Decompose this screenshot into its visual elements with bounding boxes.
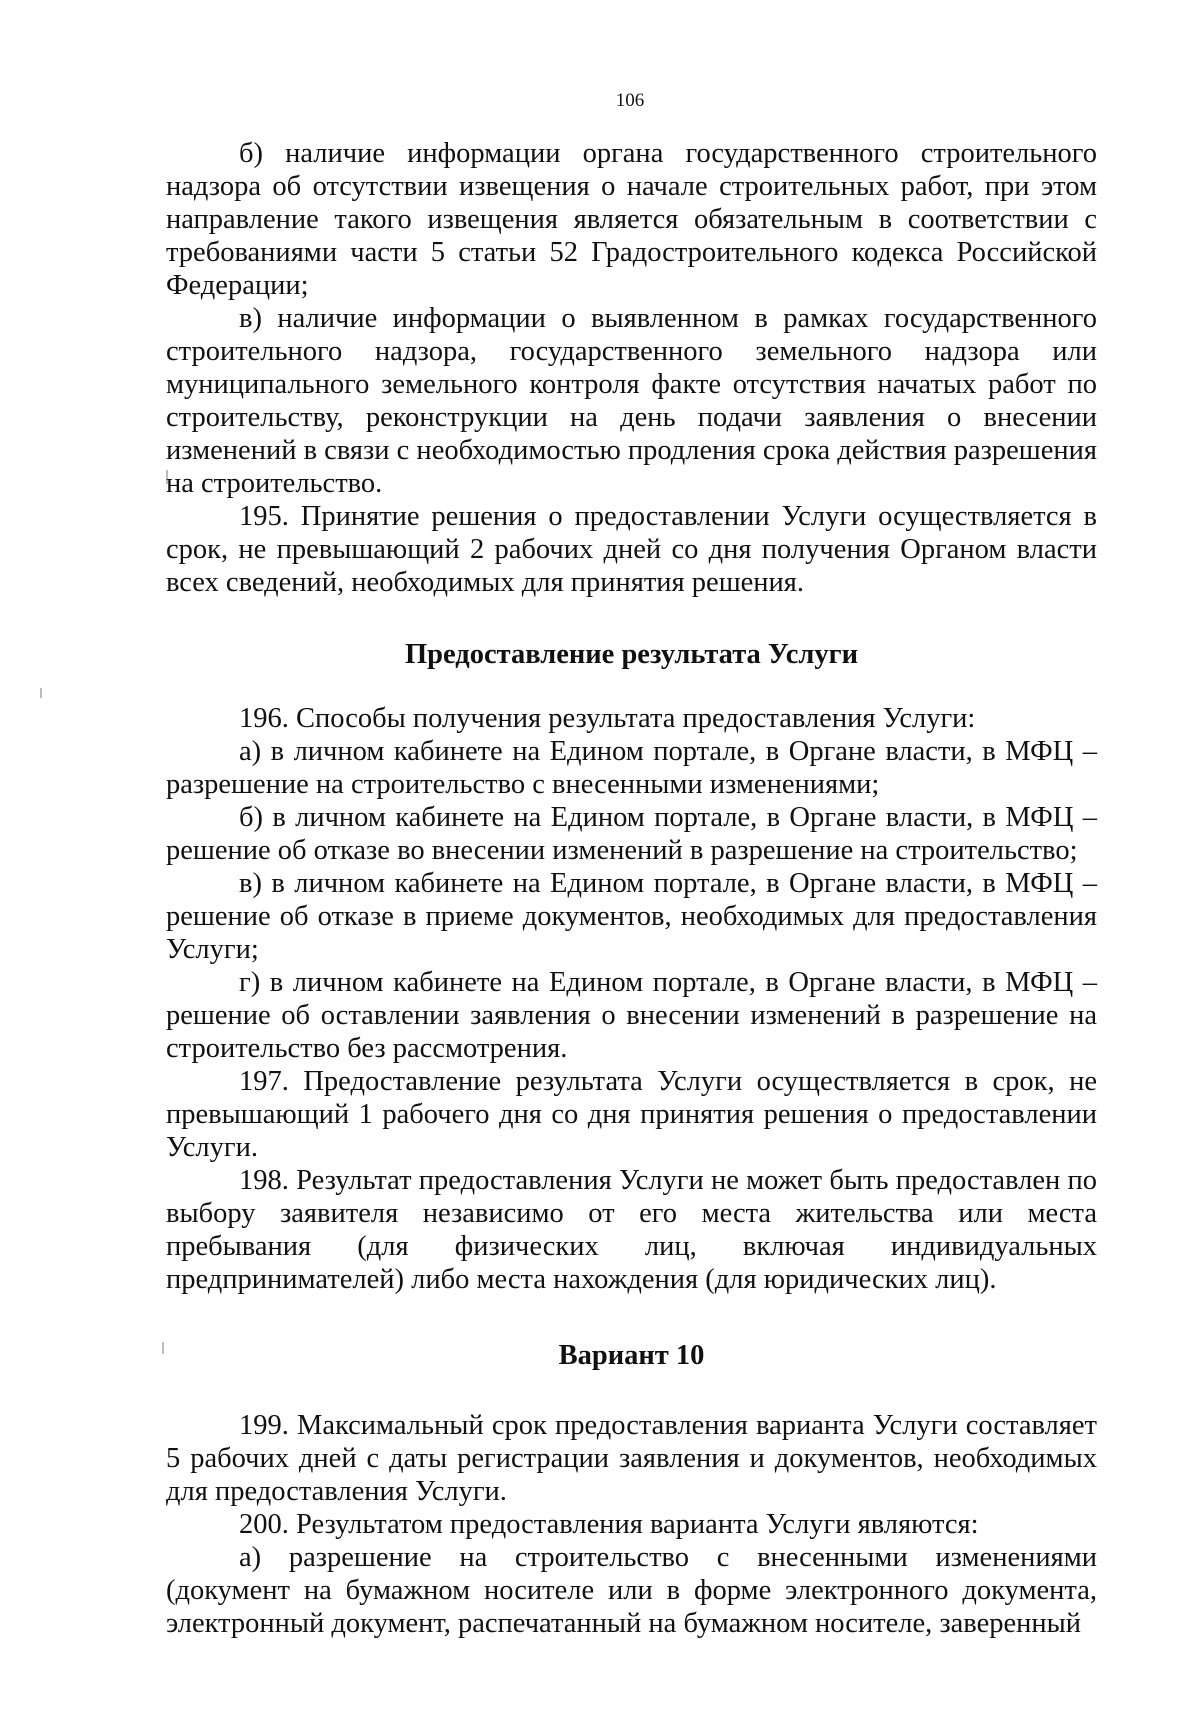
scan-mark: [40, 688, 42, 698]
page-number: 106: [615, 90, 645, 111]
paragraph: а) в личном кабинете на Едином портале, в Органе власти, в МФЦ – разрешение на строительство с внесенными изменениями;: [166, 736, 1097, 800]
paragraph: б) наличие информации органа государственного строительного надзора об отсутствии извещения о начале строительных работ, при этом направление такого извещения является обязательным в соответствии с требованиями части 5 статьи 52 Градостроительного кодекса Российской Федерации;: [166, 138, 1097, 301]
scan-mark: [162, 1342, 164, 1354]
paragraph: 197. Предоставление результата Услуги осуществляется в срок, не превышающий 1 рабочего дня со дня принятия решения о предоставлении Услуги.: [166, 1066, 1097, 1163]
paragraph: б) в личном кабинете на Едином портале, в Органе власти, в МФЦ – решение об отказе во внесении изменений в разрешение на строительство;: [166, 802, 1097, 866]
paragraph: а) разрешение на строительство с внесенными изменениями (документ на бумажном носителе или в форме электронного документа, электронный документ, распечатанный на бумажном носителе, заверенный: [166, 1542, 1097, 1639]
document-body: [166, 137, 1097, 1640]
paragraph: 195. Принятие решения о предоставлении Услуги осуществляется в срок, не превышающий 2 рабочих дней со дня получения Органом власти всех сведений, необходимых для принятия решения.: [166, 501, 1097, 598]
paragraph: в) в личном кабинете на Едином портале, в Органе власти, в МФЦ – решение об отказе в приеме документов, необходимых для предоставления Услуги;: [166, 868, 1097, 965]
section-heading: Вариант 10: [558, 1340, 705, 1371]
paragraph: 199. Максимальный срок предоставления варианта Услуги составляет 5 рабочих дней с даты регистрации заявления и документов, необходимых для предоставления Услуги.: [166, 1410, 1097, 1507]
paragraph: 198. Результат предоставления Услуги не может быть предоставлен по выбору заявителя независимо от его места жительства или места пребывания (для физических лиц, включая индивидуальных предпринимателей) либо места нахождения (для юридических лиц).: [166, 1165, 1097, 1295]
paragraph: 200. Результатом предоставления варианта Услуги являются:: [239, 1509, 979, 1540]
paragraph: в) наличие информации о выявленном в рамках государственного строительного надзора, государственного земельного надзора или муниципального земельного контроля факте отсутствия начатых работ по строительству, реконструкции на день подачи заявления о внесении изменений в связи с необходимостью продления срока действия разрешения на строительство.: [166, 303, 1097, 499]
paragraph: 196. Способы получения результата предоставления Услуги:: [239, 703, 976, 734]
paragraph: г) в личном кабинете на Едином портале, в Органе власти, в МФЦ – решение об оставлении заявления о внесении изменений в разрешение на строительство без рассмотрения.: [166, 967, 1097, 1064]
section-heading: Предоставление результата Услуги: [404, 639, 859, 670]
